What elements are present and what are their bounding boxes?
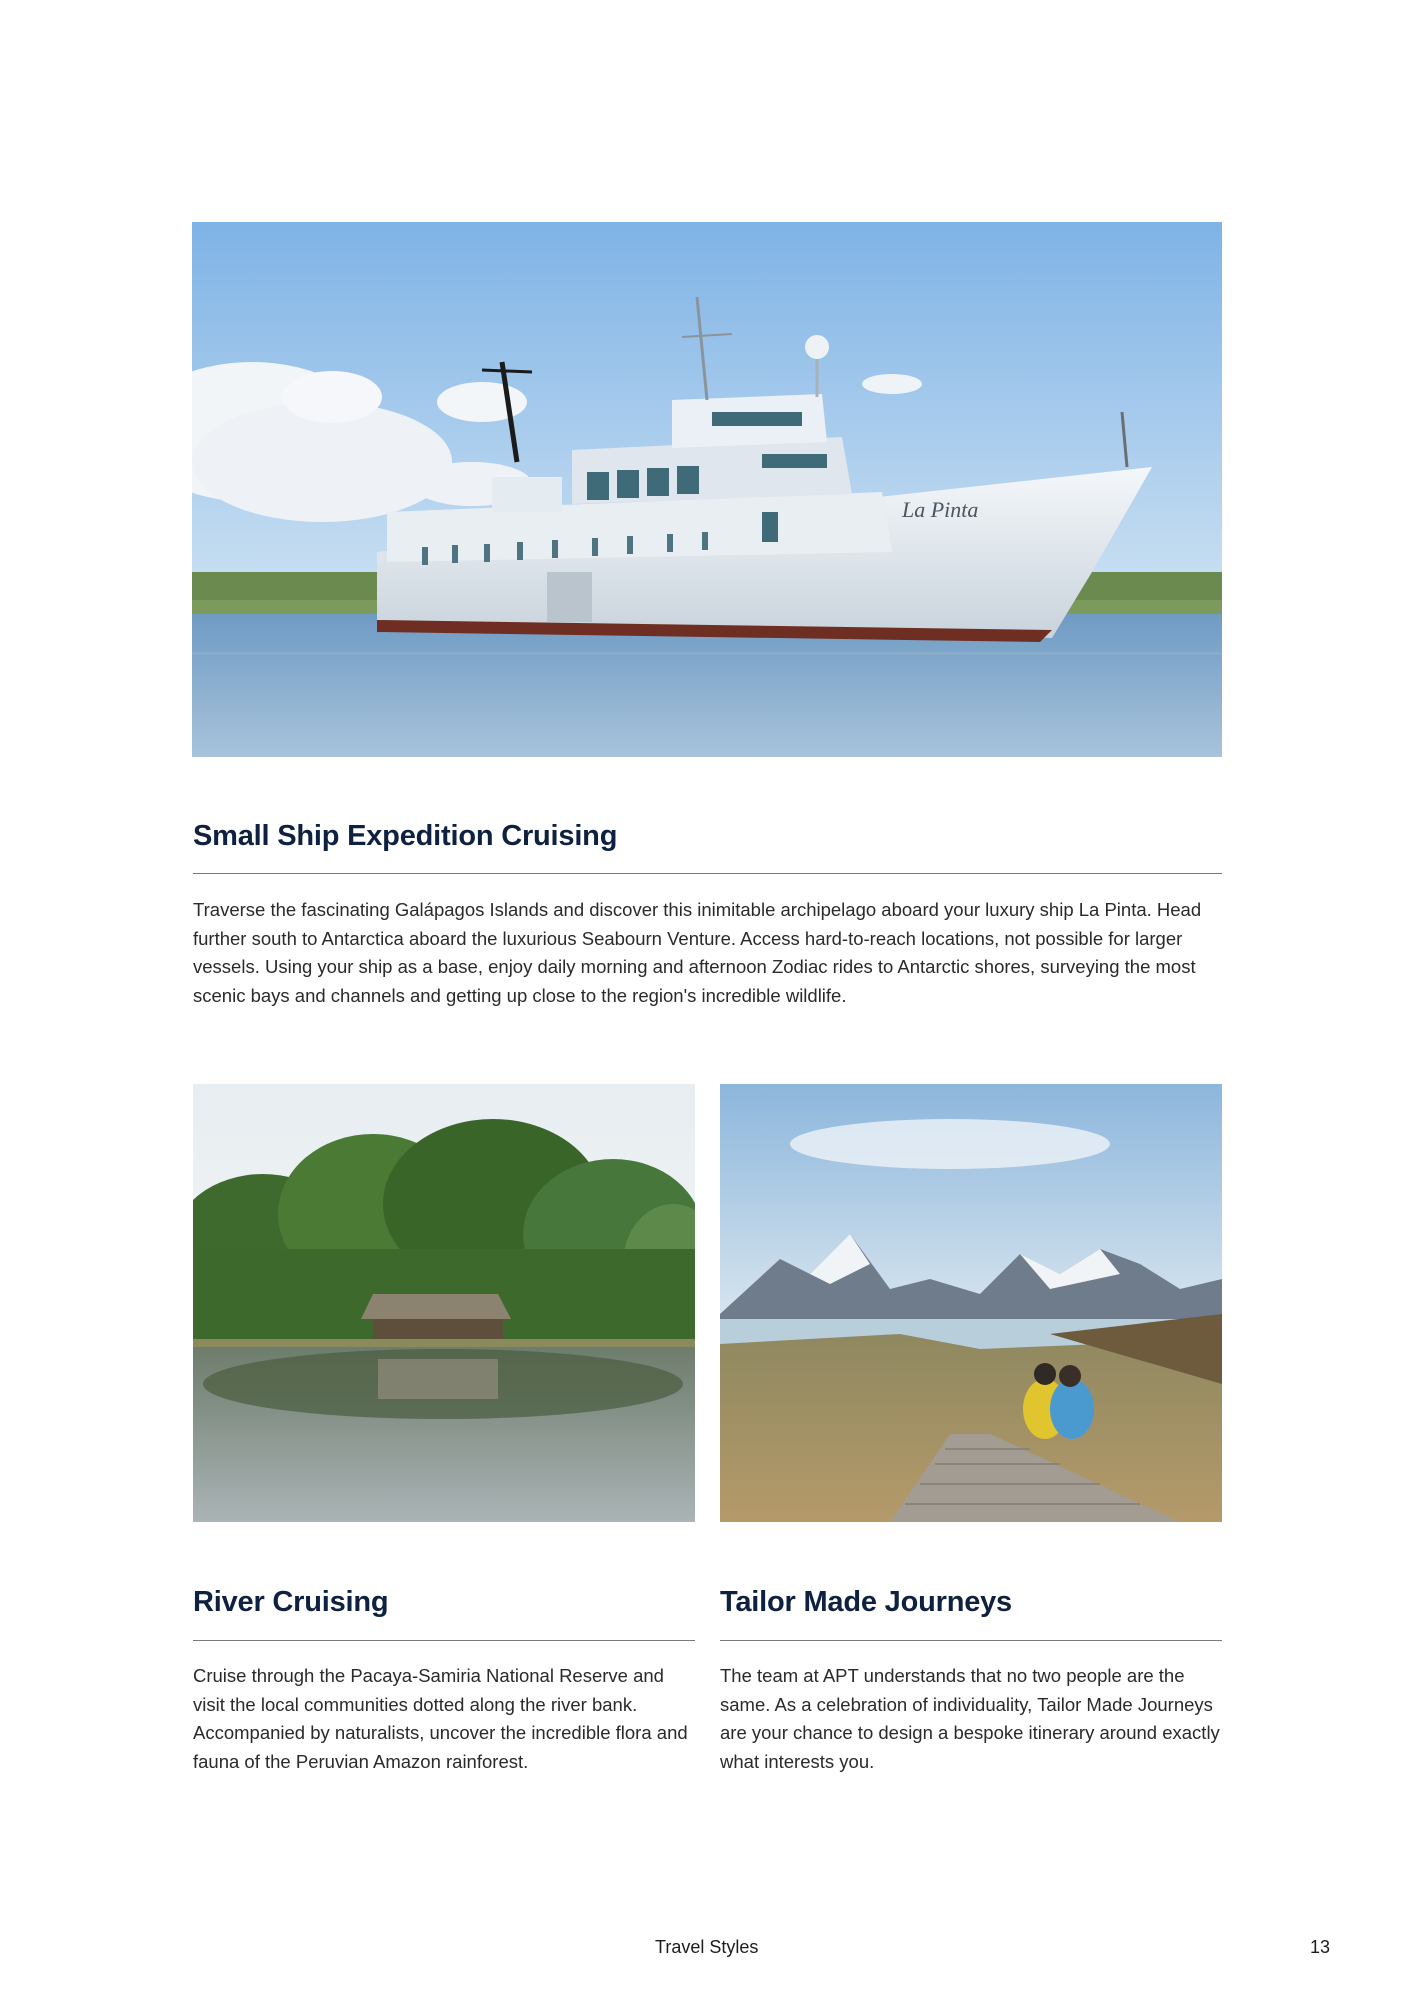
expedition-body: Traverse the fascinating Galápagos Islands and discover this inimitable archipelago aboard your luxury ship La Pinta. Head further south to Antarctica aboard the luxurious Seabourn Venture. Access hard-to-reach locations, not possible for larger vessels. Using your ship as a base, enjoy daily morning and afternoon Zodiac rides to Antarctic shores, surveying the most scenic bays and channels and getting up close to the region's incredible wildlife.: [193, 899, 1202, 1006]
patagonia-photo: [720, 1084, 1222, 1522]
river-photo: [193, 1084, 695, 1522]
ship-name-lettering: La Pinta: [902, 497, 979, 522]
tailor-heading: Tailor Made Journeys: [720, 1586, 1012, 1618]
river-divider: [193, 1640, 695, 1641]
tailor-body: The team at APT understands that no two people are the same. As a celebration of individuality, Tailor Made Journeys are your chance to design a bespoke itinerary around exactly what interests you.: [720, 1665, 1220, 1772]
page-number: 13: [1310, 1937, 1331, 1957]
river-heading: River Cruising: [193, 1586, 389, 1618]
river-body: Cruise through the Pacaya-Samiria National Reserve and visit the local communities dotted along the river bank. Accompanied by naturalists, uncover the incredible flora and fauna of the Peruvian Amazon rainforest.: [193, 1665, 688, 1772]
tailor-divider: [720, 1640, 1222, 1641]
expedition-heading: Small Ship Expedition Cruising: [193, 820, 618, 852]
expedition-divider: [193, 873, 1222, 874]
expedition-ship-photo: [192, 222, 1222, 757]
footer-section-title: Travel Styles: [655, 1937, 759, 1957]
